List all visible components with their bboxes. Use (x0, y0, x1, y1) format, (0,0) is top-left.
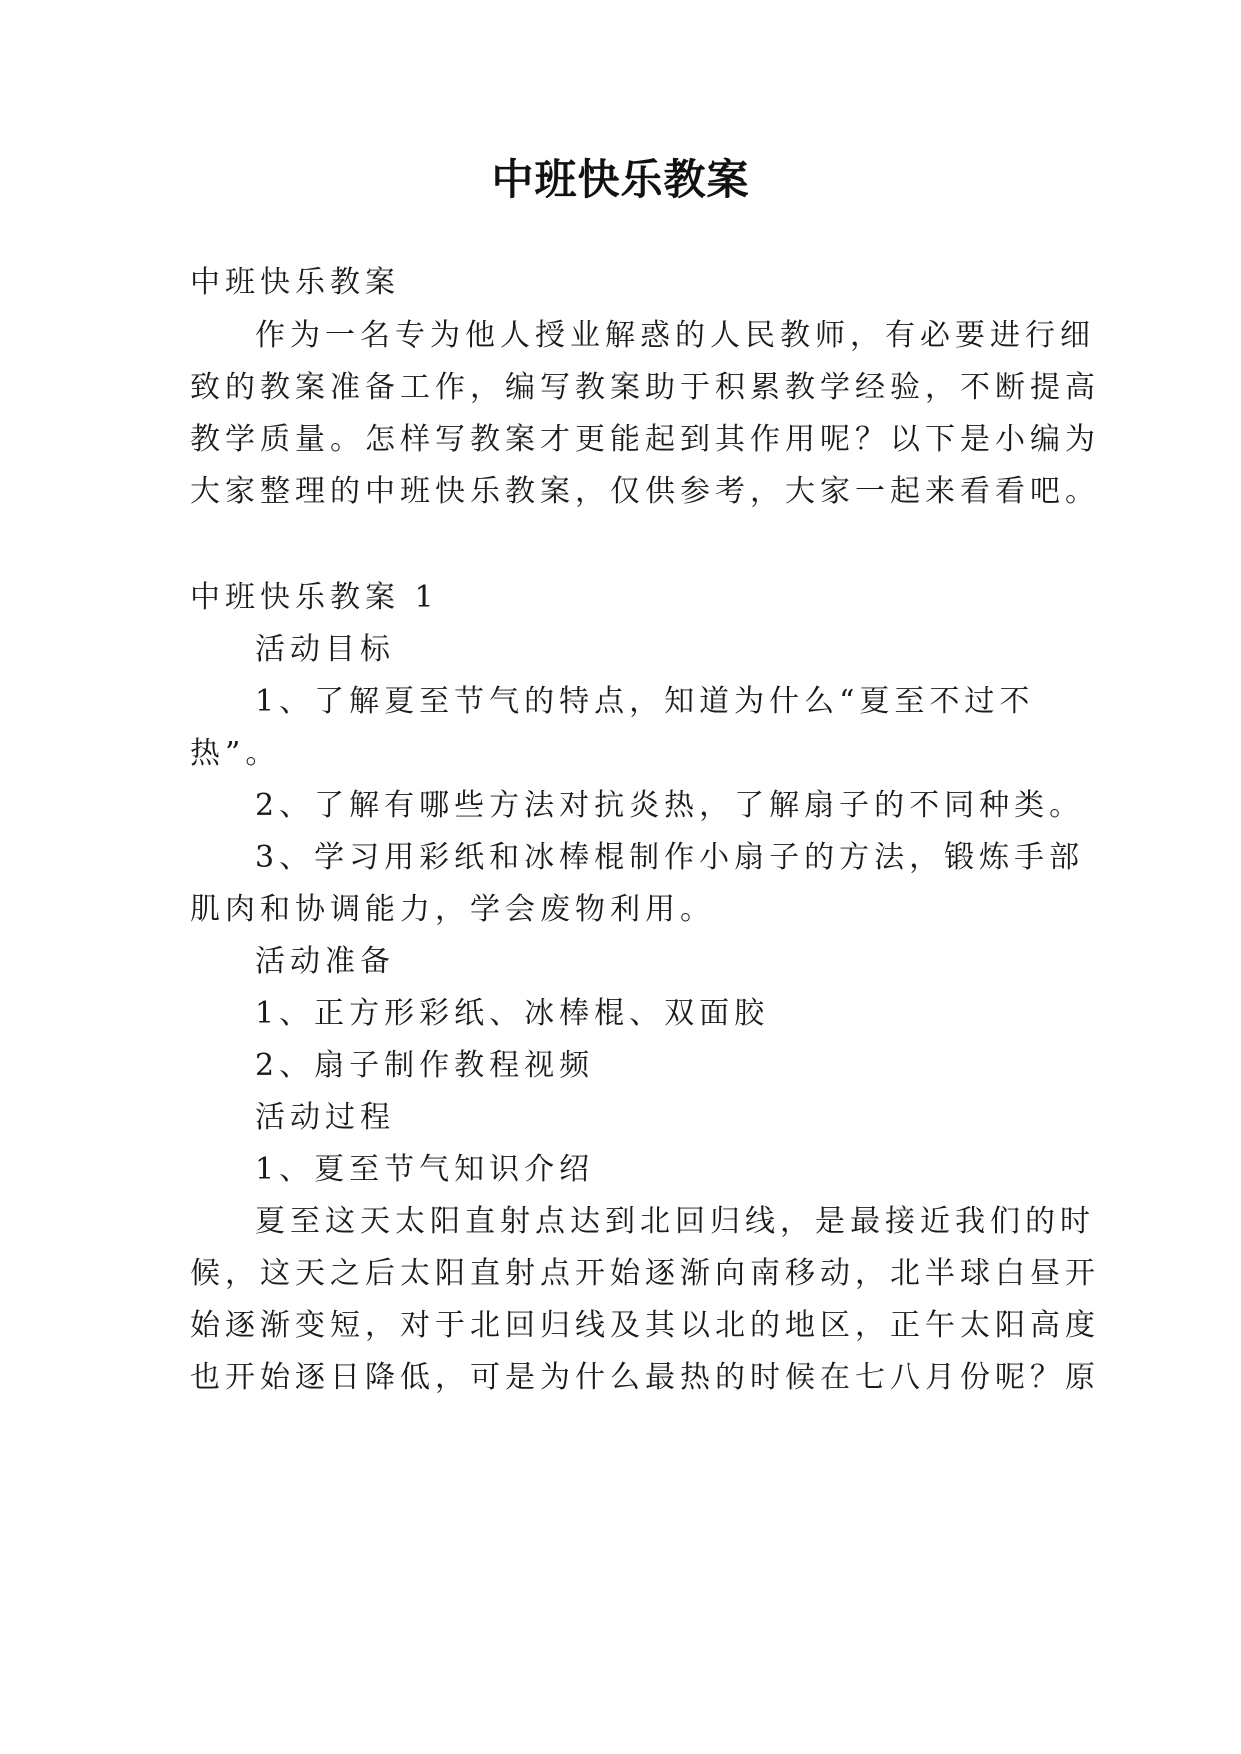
process-paragraph-line: 候，这天之后太阳直射点开始逐渐向南移动，北半球白昼开 (190, 1256, 1100, 1291)
goal-item: 肌肉和协调能力，学会废物利用。 (190, 892, 715, 927)
process-heading: 活动过程 (255, 1100, 395, 1135)
section-heading: 中班快乐教案 1 (190, 580, 439, 615)
goal-item: 2、了解有哪些方法对抗炎热，了解扇子的不同种类。 (255, 788, 1085, 823)
process-item: 1、夏至节气知识介绍 (255, 1152, 595, 1187)
goal-item: 1、了解夏至节气的特点，知道为什么“夏至不过不 (255, 684, 1035, 719)
process-paragraph-line: 始逐渐变短，对于北回归线及其以北的地区，正午太阳高度 (190, 1308, 1100, 1343)
intro-paragraph-line: 大家整理的中班快乐教案，仅供参考，大家一起来看看吧。 (190, 474, 1100, 509)
process-paragraph-line: 夏至这天太阳直射点达到北回归线，是最接近我们的时 (255, 1204, 1095, 1239)
process-paragraph-line: 也开始逐日降低，可是为什么最热的时候在七八月份呢？原 (190, 1360, 1100, 1395)
intro-paragraph-line: 致的教案准备工作，编写教案助于积累教学经验，不断提高 (190, 370, 1100, 405)
goal-item: 热”。 (190, 736, 281, 771)
prep-item: 2、扇子制作教程视频 (255, 1048, 595, 1083)
intro-heading: 中班快乐教案 (190, 265, 400, 300)
intro-paragraph-line: 教学质量。怎样写教案才更能起到其作用呢？以下是小编为 (190, 422, 1100, 457)
prep-heading: 活动准备 (255, 944, 395, 979)
document-title: 中班快乐教案 (491, 155, 750, 204)
goal-item: 3、学习用彩纸和冰棒棍制作小扇子的方法，锻炼手部 (255, 840, 1085, 875)
intro-paragraph-line: 作为一名专为他人授业解惑的人民教师，有必要进行细 (255, 318, 1095, 353)
prep-item: 1、正方形彩纸、冰棒棍、双面胶 (255, 996, 770, 1031)
goal-heading: 活动目标 (255, 632, 395, 667)
